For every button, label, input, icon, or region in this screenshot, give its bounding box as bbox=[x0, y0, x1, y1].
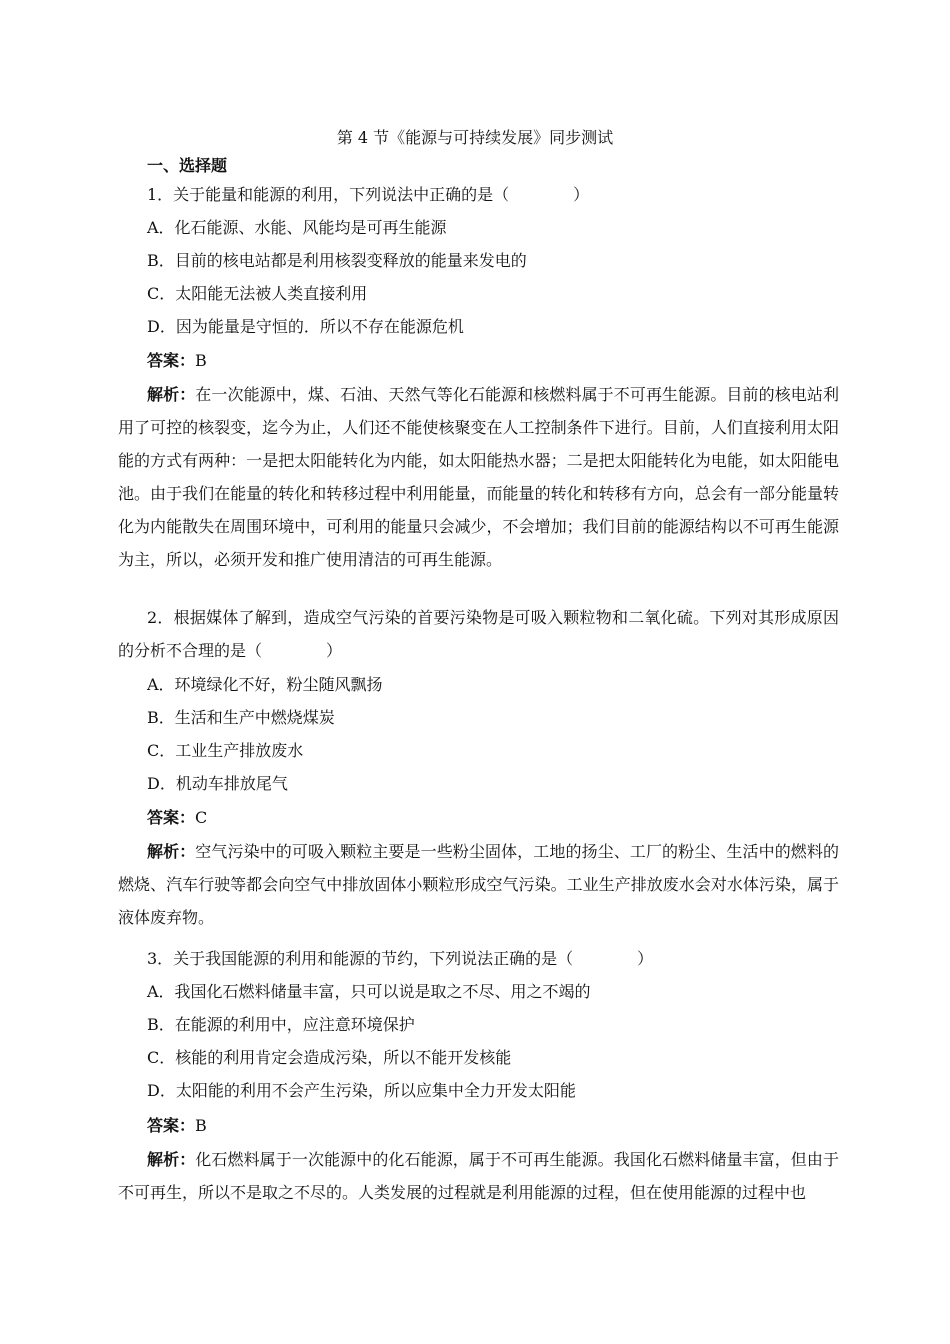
question-3-option-c: C．核能的利用肯定会造成污染，所以不能开发核能 bbox=[147, 1048, 512, 1067]
question-2-option-c: C．工业生产排放废水 bbox=[147, 741, 304, 760]
answer-label: 答案： bbox=[147, 1116, 196, 1135]
question-1-option-c: C．太阳能无法被人类直接利用 bbox=[147, 284, 368, 303]
question-3-analysis bbox=[118, 1143, 839, 1209]
question-1-option-a: A．化石能源、水能、风能均是可再生能源 bbox=[147, 218, 447, 237]
question-1-stem: 1．关于能量和能源的利用，下列说法中正确的是（ ） bbox=[147, 185, 590, 204]
analysis-label: 解析： bbox=[147, 842, 196, 861]
answer-value: B bbox=[195, 351, 207, 370]
question-1-option-b: B．目前的核电站都是利用核裂变释放的能量来发电的 bbox=[147, 251, 527, 270]
question-1-answer bbox=[147, 350, 207, 372]
question-1-analysis bbox=[118, 378, 839, 576]
analysis-text: 空气污染中的可吸入颗粒主要是一些粉尘固体，工地的扬尘、工厂的粉尘、生活中的燃料的燃烧、汽车行驶等都会向空气中排放固体小颗粒形成空气污染。工业生产排放废水会对水体污染，属于液体废弃物。 bbox=[118, 842, 839, 927]
question-2-option-d: D．机动车排放尾气 bbox=[147, 774, 288, 793]
question-2-option-a: A．环境绿化不好，粉尘随风飘扬 bbox=[147, 675, 383, 694]
answer-label: 答案： bbox=[147, 808, 196, 827]
question-2-stem: 2．根据媒体了解到，造成空气污染的首要污染物是可吸入颗粒物和二氧化硫。下列对其形成原因的分析不合理的是（ ） bbox=[118, 608, 839, 660]
question-2-answer bbox=[147, 807, 207, 829]
analysis-text: 在一次能源中，煤、石油、天然气等化石能源和核燃料属于不可再生能源。目前的核电站利用了可控的核裂变，迄今为止，人们还不能使核聚变在人工控制条件下进行。目前，人们直接利用太阳能的方式有两种：一是把太阳能转化为内能，如太阳能热水器；二是把太阳能转化为电能，如太阳能电池。由于我们在能量的转化和转移过程中利用能量，而能量的转化和转移有方向，总会有一部分能量转化为内能散失在周围环境中，可利用的能量只会减少，不会增加；我们目前的能源结构以不可再生能源为主，所以，必须开发和推广使用清洁的可再生能源。 bbox=[118, 385, 839, 569]
section-heading: 一、选择题 bbox=[147, 156, 228, 175]
answer-value: C bbox=[195, 808, 208, 827]
question-3-option-d: D．太阳能的利用不会产生污染，所以应集中全力开发太阳能 bbox=[147, 1081, 576, 1100]
document-title: 第 4 节《能源与可持续发展》同步测试 bbox=[336, 128, 614, 147]
answer-value: B bbox=[195, 1116, 207, 1135]
analysis-text: 化石燃料属于一次能源中的化石能源，属于不可再生能源。我国化石燃料储量丰富，但由于不可再生，所以不是取之不尽的。人类发展的过程就是利用能源的过程，但在使用能源的过程中也 bbox=[118, 1150, 839, 1202]
question-3-option-a: A．我国化石燃料储量丰富，只可以说是取之不尽、用之不竭的 bbox=[147, 982, 591, 1001]
question-1-option-d: D．因为能量是守恒的．所以不存在能源危机 bbox=[147, 317, 464, 336]
question-3-stem: 3．关于我国能源的利用和能源的节约，下列说法正确的是（ ） bbox=[147, 949, 654, 968]
analysis-label: 解析： bbox=[147, 1150, 196, 1169]
question-2-option-b: B．生活和生产中燃烧煤炭 bbox=[147, 708, 335, 727]
question-2-analysis bbox=[118, 835, 839, 934]
question-3-answer bbox=[147, 1115, 207, 1137]
answer-label: 答案： bbox=[147, 351, 196, 370]
question-3-option-b: B．在能源的利用中，应注意环境保护 bbox=[147, 1015, 415, 1034]
analysis-label: 解析： bbox=[147, 385, 196, 404]
